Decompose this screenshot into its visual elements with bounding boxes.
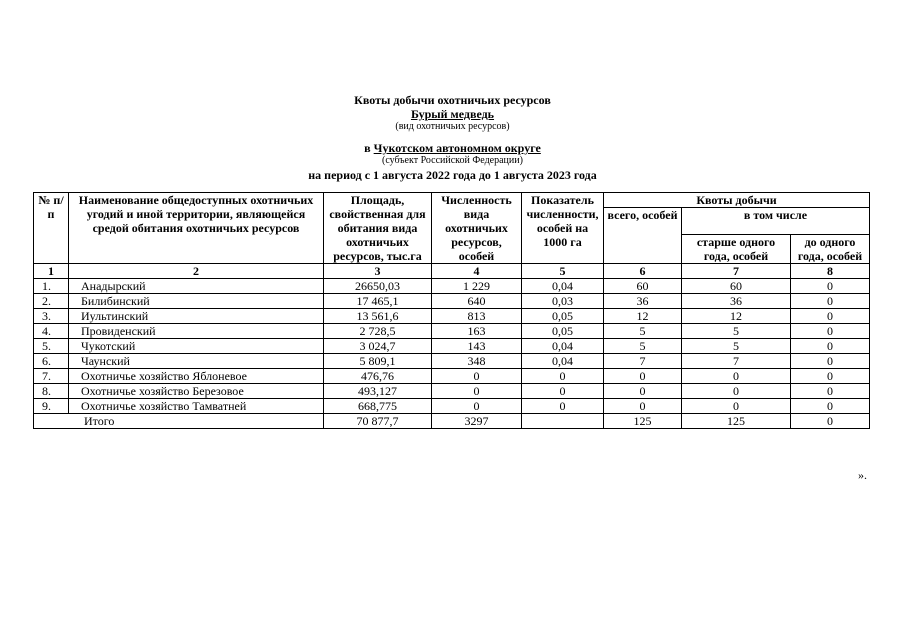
table-row [34,384,870,399]
territory-name: Чукотский [69,339,324,354]
total-quota-value: 60 [604,279,682,294]
territory-name: Охотничье хозяйство Яблоневое [69,369,324,384]
total-quota-value: 12 [604,309,682,324]
row-number: 9. [34,399,69,414]
table-row [34,399,870,414]
older-quota-value: 60 [682,279,791,294]
younger-quota-value: 0 [791,399,870,414]
territory-name: Иультинский [69,309,324,324]
quota-table [33,192,870,429]
header-area: Площадь, свойственная для обитания вида охотничьих ресурсов, тыс.га [324,193,432,264]
region-caption: (субъект Российской Федерации) [382,155,523,166]
territory-name: Охотничье хозяйство Тамватней [69,399,324,414]
header-total: всего, особей [604,208,682,264]
total-quota-value: 7 [604,354,682,369]
table-row [34,279,870,294]
total-quota-value: 0 [604,384,682,399]
area-value: 2 728,5 [324,324,432,339]
older-quota-value: 5 [682,324,791,339]
column-number: 3 [324,264,432,279]
area-value: 13 561,6 [324,309,432,324]
region-prefix: в [364,141,371,155]
column-number: 4 [432,264,522,279]
region-name: Чукотском автономном округе [373,141,541,155]
territory-name: Чаунский [69,354,324,369]
totals-area: 70 877,7 [324,414,432,429]
row-number: 4. [34,324,69,339]
header-population: Численность вида охотничьих ресурсов, особей [432,193,522,264]
territory-name: Билибинский [69,294,324,309]
document-title: Квоты добычи охотничьих ресурсов [354,93,551,107]
row-number: 5. [34,339,69,354]
totals-label: Итого [34,414,324,429]
population-value: 163 [432,324,522,339]
column-number: 2 [69,264,324,279]
density-value: 0,05 [522,324,604,339]
column-number: 6 [604,264,682,279]
population-value: 0 [432,399,522,414]
density-value: 0 [522,384,604,399]
population-value: 1 229 [432,279,522,294]
older-quota-value: 5 [682,339,791,354]
table-row [34,354,870,369]
territory-name: Анадырский [69,279,324,294]
header-num: № п/п [34,193,69,264]
older-quota-value: 36 [682,294,791,309]
density-value: 0,04 [522,339,604,354]
area-value: 476,76 [324,369,432,384]
older-quota-value: 0 [682,399,791,414]
column-number: 1 [34,264,69,279]
row-number: 7. [34,369,69,384]
row-number: 1. [34,279,69,294]
population-value: 0 [432,384,522,399]
density-value: 0 [522,399,604,414]
older-quota-value: 12 [682,309,791,324]
header-quotas: Квоты добычи [604,193,870,208]
totals-younger-quota: 0 [791,414,870,429]
younger-quota-value: 0 [791,324,870,339]
column-number: 5 [522,264,604,279]
population-value: 348 [432,354,522,369]
totals-population: 3297 [432,414,522,429]
row-number: 3. [34,309,69,324]
table-row [34,369,870,384]
header-name: Наименование общедоступных охотничьих угодий и иной территории, являющейся средой обитания охотничьих ресурсов [69,193,324,264]
header-older: старше одного года, особей [682,235,791,264]
total-quota-value: 5 [604,339,682,354]
older-quota-value: 0 [682,384,791,399]
table-row [34,309,870,324]
density-value: 0,04 [522,354,604,369]
total-quota-value: 0 [604,399,682,414]
column-number: 8 [791,264,870,279]
total-quota-value: 0 [604,369,682,384]
area-value: 493,127 [324,384,432,399]
younger-quota-value: 0 [791,279,870,294]
population-value: 813 [432,309,522,324]
row-number: 8. [34,384,69,399]
younger-quota-value: 0 [791,339,870,354]
area-value: 3 024,7 [324,339,432,354]
closing-quote-mark: ». [858,468,867,482]
area-value: 26650,03 [324,279,432,294]
area-value: 5 809,1 [324,354,432,369]
column-numbers-row [34,264,870,279]
table-row [34,294,870,309]
population-value: 640 [432,294,522,309]
density-value: 0,05 [522,309,604,324]
territory-name: Провиденский [69,324,324,339]
younger-quota-value: 0 [791,384,870,399]
population-value: 143 [432,339,522,354]
total-quota-value: 5 [604,324,682,339]
totals-density [522,414,604,429]
table-row [34,324,870,339]
total-quota-value: 36 [604,294,682,309]
header-including: в том числе [682,208,870,235]
column-number: 7 [682,264,791,279]
row-number: 2. [34,294,69,309]
header-density: Показатель численности, особей на 1000 га [522,193,604,264]
older-quota-value: 7 [682,354,791,369]
density-value: 0,03 [522,294,604,309]
totals-older-quota: 125 [682,414,791,429]
younger-quota-value: 0 [791,369,870,384]
species-name: Бурый медведь [410,107,495,121]
totals-total-quota: 125 [604,414,682,429]
period-line: на период с 1 августа 2022 года до 1 августа 2023 года [308,168,597,182]
area-value: 668,775 [324,399,432,414]
population-value: 0 [432,369,522,384]
territory-name: Охотничье хозяйство Березовое [69,384,324,399]
table-row [34,339,870,354]
density-value: 0 [522,369,604,384]
younger-quota-value: 0 [791,309,870,324]
totals-row [34,414,870,429]
older-quota-value: 0 [682,369,791,384]
area-value: 17 465,1 [324,294,432,309]
density-value: 0,04 [522,279,604,294]
region-line [0,141,905,156]
species-caption: (вид охотничьих ресурсов) [395,121,510,132]
younger-quota-value: 0 [791,354,870,369]
row-number: 6. [34,354,69,369]
header-younger: до одного года, особей [791,235,870,264]
younger-quota-value: 0 [791,294,870,309]
